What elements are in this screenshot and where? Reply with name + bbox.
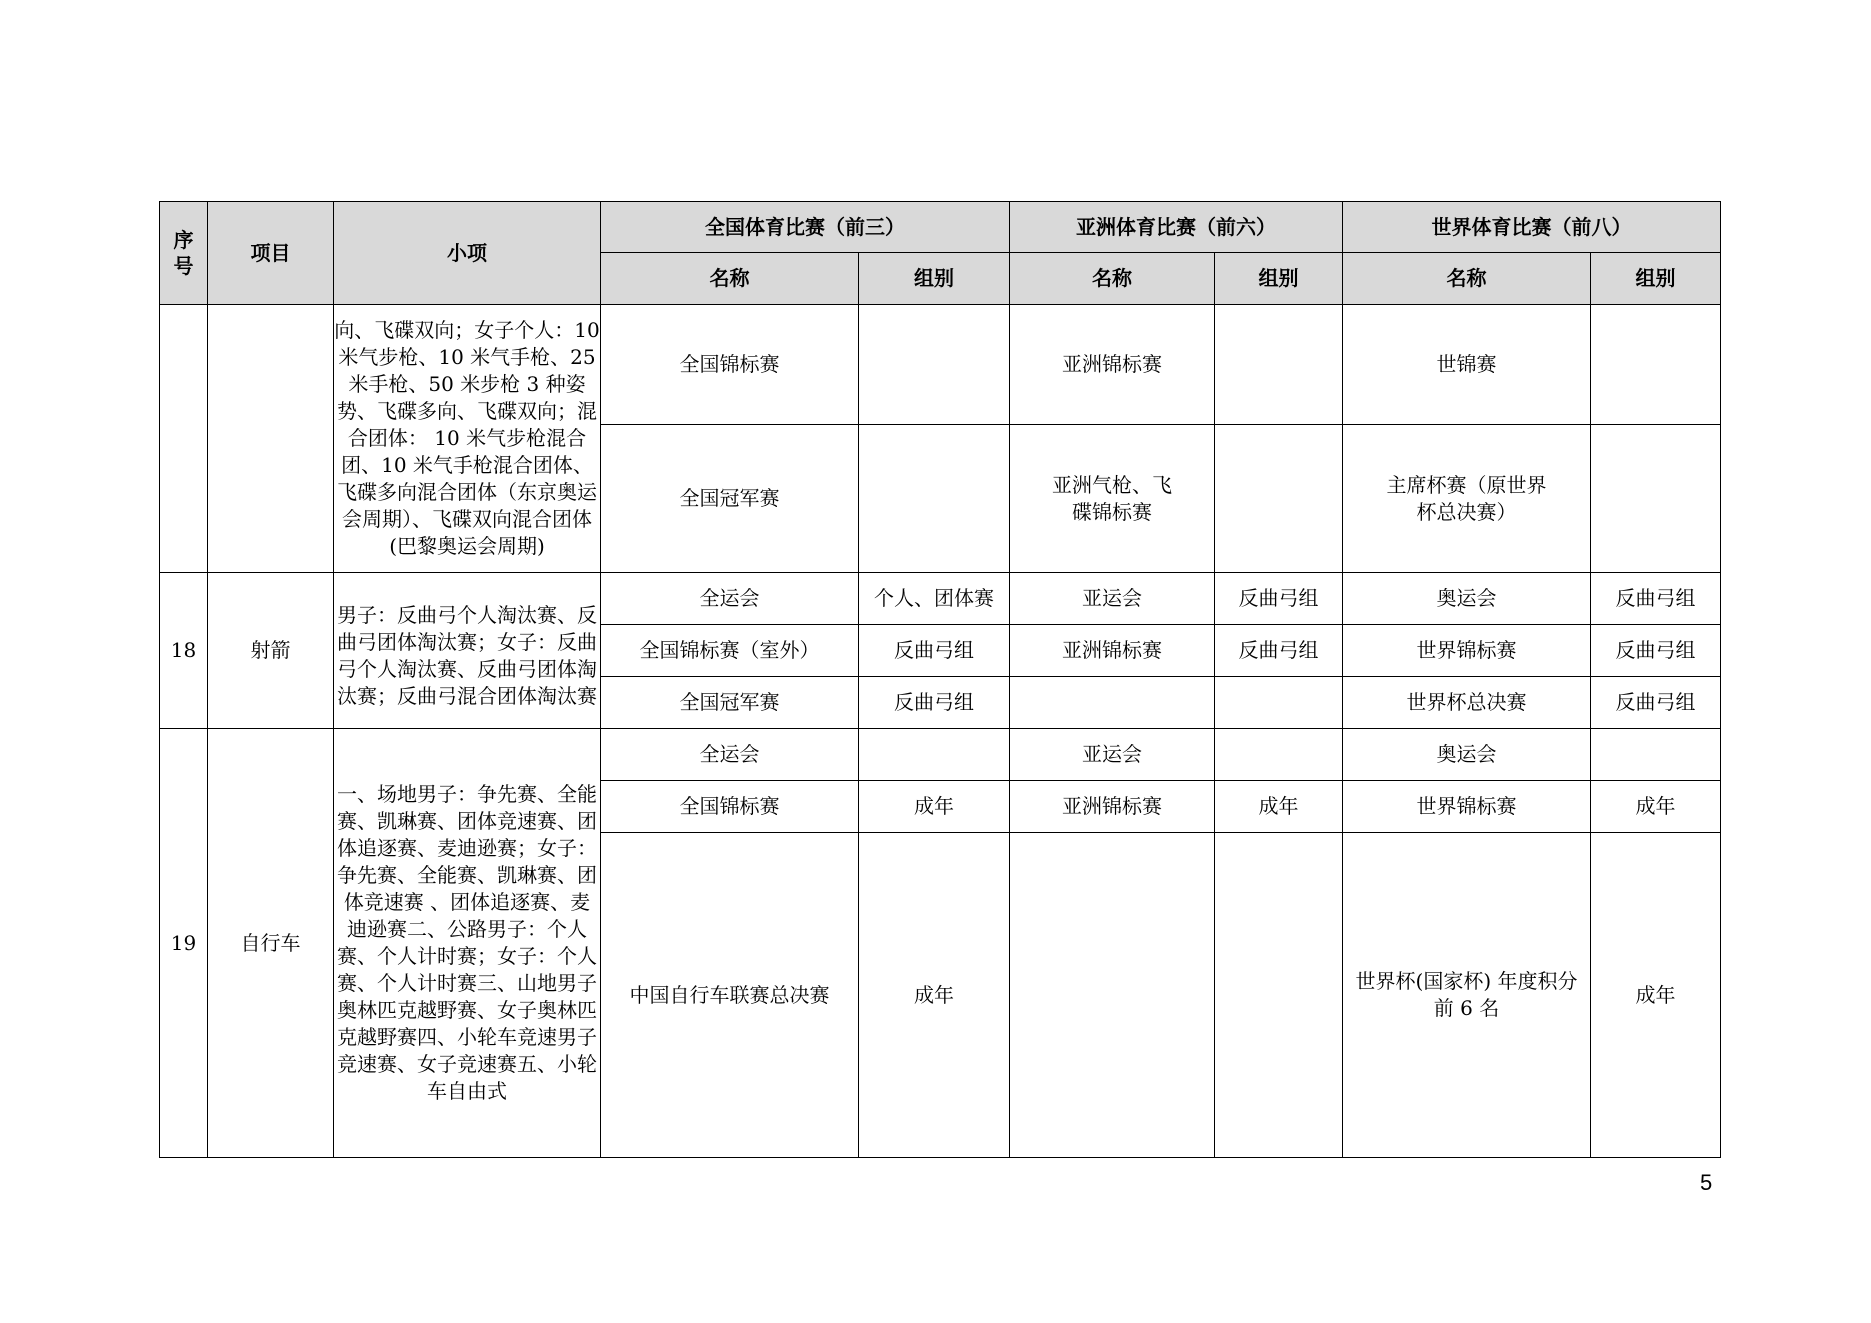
sub-events-text: 一、场地男子：争先赛、全能赛、凯琳赛、团体竞速赛、团体追逐赛、麦迪逊赛；女子：争先赛、全能赛、凯琳赛、团体竞速赛 、团体追逐赛、麦迪逊赛二、公路男子：个人赛、个人计时赛；女子：个人赛、个人计时赛三、山地男子奥林匹克越野赛、女子奥林匹克越野赛四、小轮车竞速男子竞速赛、女子竞速赛五、小轮车自由式 xyxy=(337,782,597,1103)
header-world-name: 名称 xyxy=(1343,253,1591,305)
world-group: 反曲弓组 xyxy=(1591,677,1721,729)
seq-cell: 19 xyxy=(160,729,208,1158)
world-group xyxy=(1591,425,1721,573)
header-national-name: 名称 xyxy=(601,253,859,305)
asian-name: 亚运会 xyxy=(1010,729,1215,781)
world-name: 世锦赛 xyxy=(1343,305,1591,425)
table-row xyxy=(160,729,1721,781)
national-name: 全运会 xyxy=(601,573,859,625)
national-group: 反曲弓组 xyxy=(859,625,1010,677)
asian-group: 反曲弓组 xyxy=(1215,573,1343,625)
world-group xyxy=(1591,729,1721,781)
world-name: 奥运会 xyxy=(1343,729,1591,781)
asian-group xyxy=(1215,425,1343,573)
header-national: 全国体育比赛（前三） xyxy=(601,202,1010,253)
asian-group xyxy=(1215,305,1343,425)
seq-cell xyxy=(160,305,208,573)
sub-events-cell xyxy=(334,573,601,729)
seq-cell: 18 xyxy=(160,573,208,729)
header-asian-group: 组别 xyxy=(1215,253,1343,305)
header-seq: 序号 xyxy=(160,202,208,305)
sub-events-cell xyxy=(334,729,601,1158)
asian-group xyxy=(1215,833,1343,1158)
asian-name: 亚运会 xyxy=(1010,573,1215,625)
header-national-group: 组别 xyxy=(859,253,1010,305)
national-group: 成年 xyxy=(859,833,1010,1158)
world-name: 世界锦标赛 xyxy=(1343,625,1591,677)
world-group xyxy=(1591,305,1721,425)
world-name: 主席杯赛（原世界杯总决赛） xyxy=(1343,425,1591,573)
national-group xyxy=(859,729,1010,781)
header-world-group: 组别 xyxy=(1591,253,1721,305)
asian-name xyxy=(1010,833,1215,1158)
national-group xyxy=(859,425,1010,573)
national-group: 反曲弓组 xyxy=(859,677,1010,729)
asian-name: 亚洲锦标赛 xyxy=(1010,305,1215,425)
national-name: 全国冠军赛 xyxy=(601,677,859,729)
header-asian-name: 名称 xyxy=(1010,253,1215,305)
asian-group: 反曲弓组 xyxy=(1215,625,1343,677)
national-name: 全国锦标赛（室外） xyxy=(601,625,859,677)
header-item: 项目 xyxy=(208,202,334,305)
world-name: 世界锦标赛 xyxy=(1343,781,1591,833)
asian-name: 亚洲锦标赛 xyxy=(1010,625,1215,677)
world-group: 反曲弓组 xyxy=(1591,625,1721,677)
world-name: 世界杯(国家杯) 年度积分前 6 名 xyxy=(1343,833,1591,1158)
asian-group xyxy=(1215,677,1343,729)
national-group: 个人、团体赛 xyxy=(859,573,1010,625)
item-cell: 射箭 xyxy=(208,573,334,729)
sub-events-text: 向、飞碟双向；女子个人：10 米气步枪、10 米气手枪、25 米手枪、50 米步枪 3 种姿势、飞碟多向、飞碟双向；混合团体： 10 米气步枪混合团、10 米气手枪混合团体、飞碟多向混合团体（东京奥运会周期）、飞碟双向混合团体(巴黎奥运会周期) xyxy=(334,318,600,558)
asian-group: 成年 xyxy=(1215,781,1343,833)
item-cell: 自行车 xyxy=(208,729,334,1158)
page-number: 5 xyxy=(1700,1170,1713,1195)
asian-name xyxy=(1010,677,1215,729)
sub-events-text: 男子：反曲弓个人淘汰赛、反曲弓团体淘汰赛；女子：反曲弓个人淘汰赛、反曲弓团体淘汰赛；反曲弓混合团体淘汰赛 xyxy=(337,602,597,708)
world-group: 反曲弓组 xyxy=(1591,573,1721,625)
header-asian: 亚洲体育比赛（前六） xyxy=(1010,202,1343,253)
asian-name: 亚洲锦标赛 xyxy=(1010,781,1215,833)
asian-group xyxy=(1215,729,1343,781)
world-name: 世界杯总决赛 xyxy=(1343,677,1591,729)
national-group xyxy=(859,305,1010,425)
competition-table xyxy=(159,201,1721,1158)
national-name: 全国锦标赛 xyxy=(601,781,859,833)
national-name: 全国锦标赛 xyxy=(601,305,859,425)
item-cell xyxy=(208,305,334,573)
sub-events-cell xyxy=(334,305,601,573)
header-world: 世界体育比赛（前八） xyxy=(1343,202,1721,253)
national-name: 中国自行车联赛总决赛 xyxy=(601,833,859,1158)
table-row xyxy=(160,573,1721,625)
world-group: 成年 xyxy=(1591,833,1721,1158)
world-name: 奥运会 xyxy=(1343,573,1591,625)
header-sub: 小项 xyxy=(334,202,601,305)
world-group: 成年 xyxy=(1591,781,1721,833)
national-group: 成年 xyxy=(859,781,1010,833)
table-row xyxy=(160,305,1721,425)
asian-name: 亚洲气枪、飞碟锦标赛 xyxy=(1010,425,1215,573)
national-name: 全运会 xyxy=(601,729,859,781)
national-name: 全国冠军赛 xyxy=(601,425,859,573)
